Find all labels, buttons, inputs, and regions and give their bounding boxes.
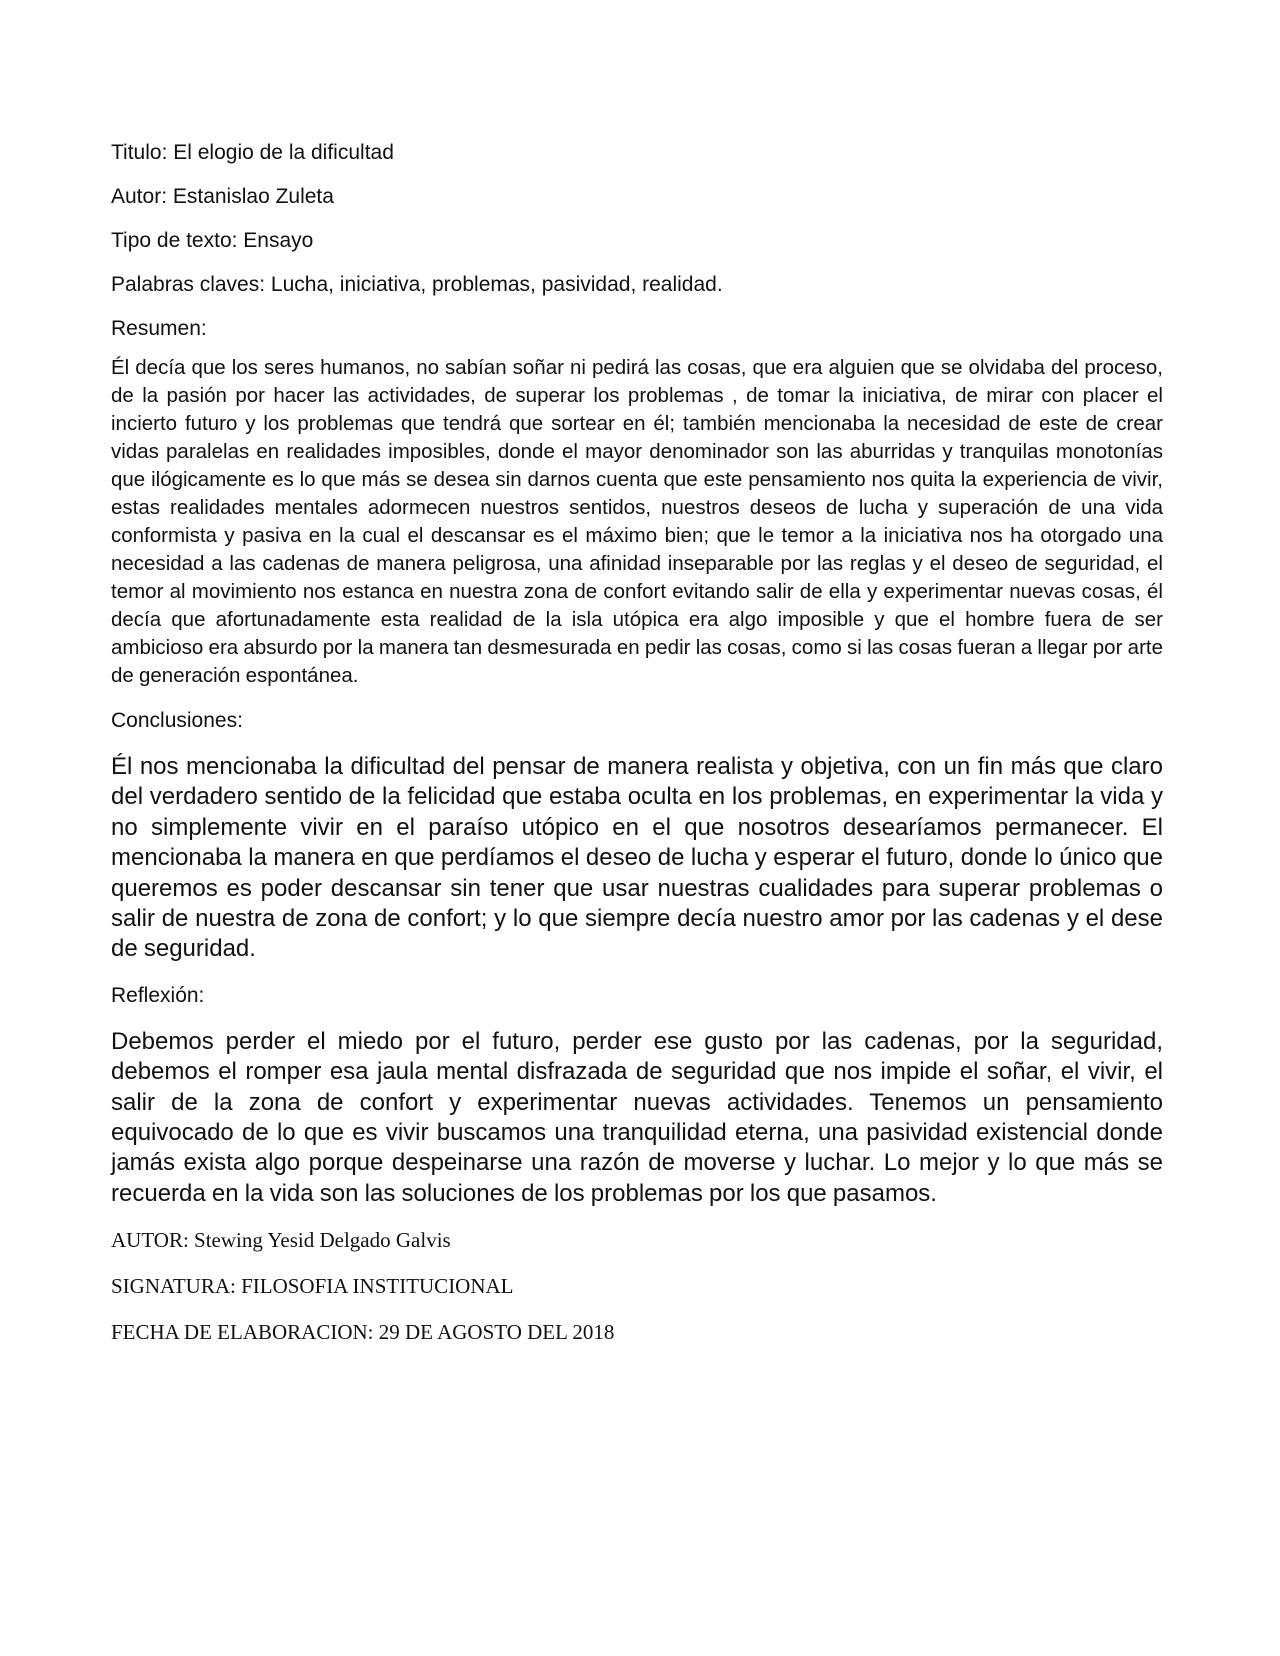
reflection-paragraph: Debemos perder el miedo por el futuro, perder ese gusto por las cadenas, por la seguridad, debemos el romper esa jaula mental disfrazada de seguridad que nos impide el soñar, el vivir, el salir de la zona de confort y experimentar nuevas actividades. Tenemos un pensamiento equivocado de lo que es vivir buscamos una tranquilidad eterna, una pasividad existencial donde jamás exista algo porque despeinarse una razón de moverse y luchar. Lo mejor y lo que más se recuerda en la vida son las soluciones de los problemas por los que pasamos. (111, 1027, 1163, 1207)
conclusions-paragraph: Él nos mencionaba la dificultad del pensar de manera realista y objetiva, con un fin más que claro del verdadero sentido de la felicidad que estaba oculta en los problemas, en experimentar la vida y no simplemente vivir en el paraíso utópico en el que nosotros desearíamos permanecer. El mencionaba la manera en que perdíamos el deseo de lucha y esperar el futuro, donde lo único que queremos es poder descansar sin tener que usar nuestras cualidades para superar problemas o salir de nuestra de zona de confort; y lo que siempre decía nuestro amor por las cadenas y el dese de seguridad. (111, 753, 1163, 963)
date-line: FECHA DE ELABORACION: 29 DE AGOSTO DEL 2018 (111, 1320, 615, 1345)
title-line: Titulo: El elogio de la dificultad (111, 141, 394, 164)
summary-heading: Resumen: (111, 317, 207, 340)
keywords-line: Palabras claves: Lucha, iniciativa, problemas, pasividad, realidad. (111, 273, 723, 296)
subject-line: SIGNATURA: FILOSOFIA INSTITUCIONAL (111, 1274, 514, 1299)
author-line: Autor: Estanislao Zuleta (111, 185, 334, 208)
conclusions-heading: Conclusiones: (111, 709, 243, 732)
document-page (111, 140, 1163, 1365)
reflection-heading: Reflexión: (111, 983, 205, 1007)
summary-paragraph: Él decía que los seres humanos, no sabían soñar ni pedirá las cosas, que era alguien que se olvidaba del proceso, de la pasión por hacer las actividades, de superar los problemas , de tomar la iniciativa, de mirar con placer el incierto futuro y los problemas que tendrá que sortear en él; también mencionaba la necesidad de este de crear vidas paralelas en realidades imposibles, donde el mayor denominador son las aburridas y tranquilas monotonías que ilógicamente es lo que más se desea sin darnos cuenta que este pensamiento nos quita la experiencia de vivir, estas realidades mentales adormecen nuestros sentidos, nuestros deseos de lucha y superación de una vida conformista y pasiva en la cual el descansar es el máximo bien; que le temor a la iniciativa nos ha otorgado una necesidad a las cadenas de manera peligrosa, una afinidad inseparable por las reglas y el deseo de seguridad, el temor al movimiento nos estanca en nuestra zona de confort evitando salir de ella y experimentar nuevas cosas, él decía que afortunadamente esta realidad de la isla utópica era algo imposible y que el hombre fuera de ser ambicioso era absurdo por la manera tan desmesurada en pedir las cosas, como si las cosas fueran a llegar por arte de generación espontánea. (111, 356, 1163, 687)
student-author-line: AUTOR: Stewing Yesid Delgado Galvis (111, 1228, 451, 1253)
text-type-line: Tipo de texto: Ensayo (111, 229, 314, 252)
